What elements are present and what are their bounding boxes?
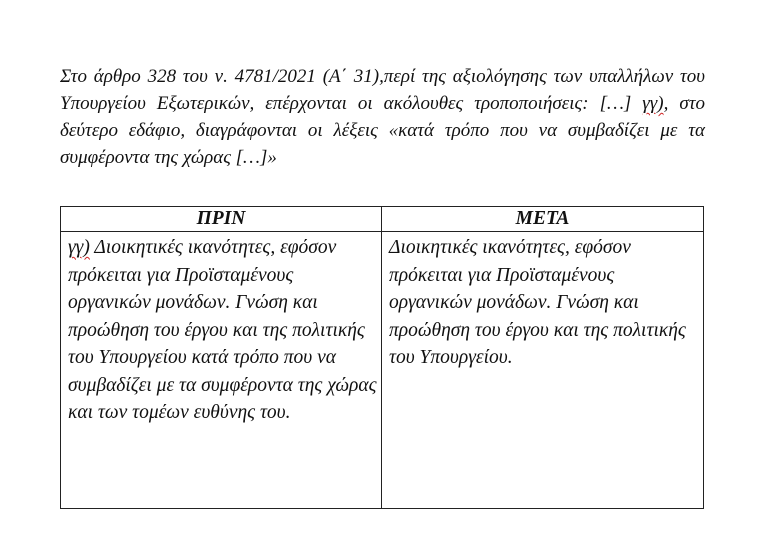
table-header-row — [61, 207, 704, 232]
cell-before — [61, 232, 382, 509]
intro-marked-term: γγ) — [642, 93, 664, 114]
table-row — [61, 232, 704, 509]
intro-text-end: , στο δεύτερο εδάφιο, διαγράφονται οι λέξεις «κατά τρόπο που να συμβαδίζει με τα συμφέροντα της χώρας […]» — [60, 93, 706, 168]
header-before: ΠΡΙΝ — [61, 207, 382, 232]
header-after: ΜΕΤΑ — [382, 207, 704, 232]
cell-after — [382, 232, 704, 509]
before-marked-term: γγ) — [68, 237, 90, 258]
comparison-table — [60, 206, 704, 509]
intro-text-start: Στο άρθρο 328 του ν. 4781/2021 (Α΄ 31),περί της αξιολόγησης των υπαλλήλων του Υπουργείου Εξωτερικών, επέρχονται οι ακόλουθες τροποποιήσεις: […] — [60, 66, 705, 114]
intro-paragraph — [60, 63, 705, 171]
before-text: Διοικητικές ικανότητες, εφόσον πρόκειται για Προϊσταμένους οργανικών μονάδων. Γνώση και προώθηση του έργου και της πολιτικής του Υπουργείου κατά τρόπο που να συμβαδίζει με τα συμφέροντα της χώρας και των τομέων ευθύνης του. — [68, 237, 377, 423]
after-text: Διοικητικές ικανότητες, εφόσον πρόκειται για Προϊσταμένους οργανικών μονάδων. Γνώση και προώθηση του έργου και της πολιτικής του Υπουργείου. — [389, 237, 686, 368]
